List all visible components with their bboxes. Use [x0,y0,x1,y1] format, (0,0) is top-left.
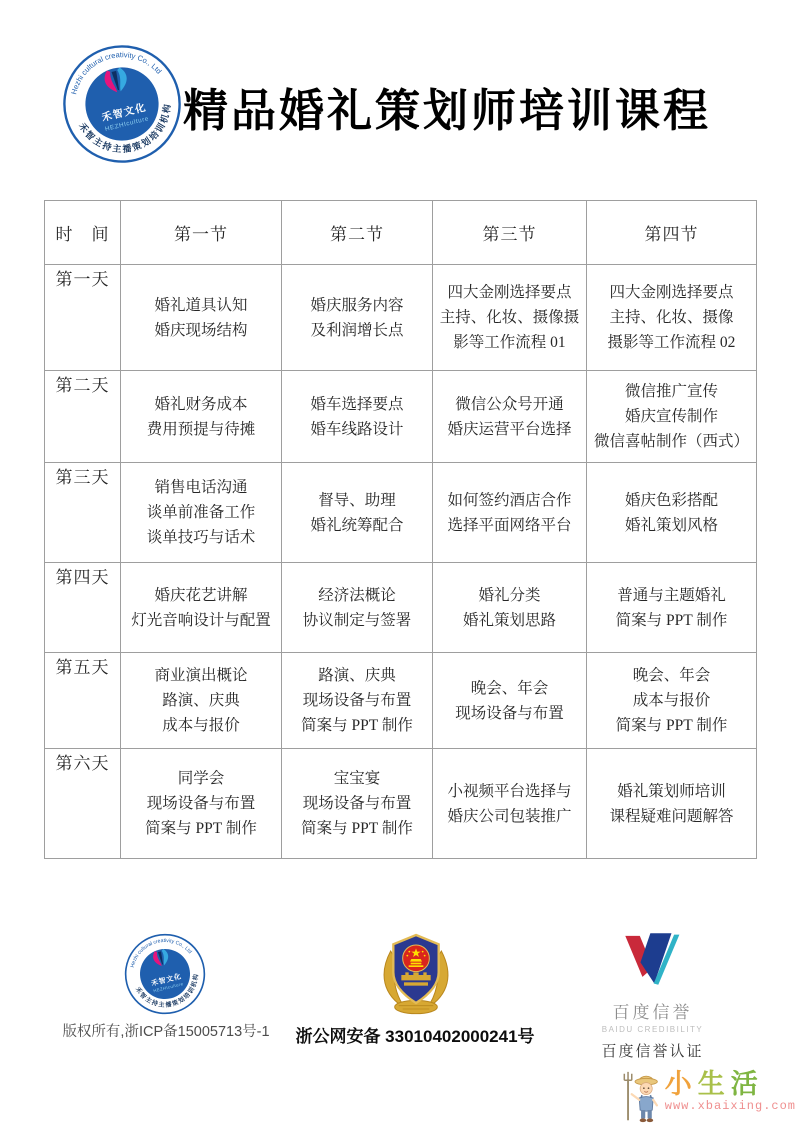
company-logo [49,31,194,176]
course-line: 协议制定与签署 [302,611,412,629]
day-label: 第五天 [45,653,121,749]
course-line: 简案与 PPT 制作 [301,820,413,837]
day-label: 第四天 [45,563,121,653]
day-label: 第六天 [45,749,121,859]
course-line: 主持、化妆、摄像 [609,309,734,326]
course-cell [587,463,757,563]
course-line: 成本与报价 [162,717,240,734]
course-cell [282,563,433,653]
table-row [45,563,757,653]
course-line: 婚庆色彩搭配 [624,491,718,509]
column-header-session3: 第三节 [433,201,587,265]
watermark-text [665,1070,796,1114]
course-cell [121,563,282,653]
course-line: 课程疑难问题解答 [609,807,734,825]
farmer-cartoon-icon [621,1070,663,1124]
course-line: 婚庆现场结构 [154,321,248,339]
course-cell [433,563,587,653]
course-line: 小视频平台选择与 [447,782,572,800]
course-line: 简案与 PPT 制作 [615,611,728,629]
course-cell [587,749,757,859]
course-line: 费用预提与待摊 [146,420,256,438]
site-watermark [621,1070,796,1124]
page-title: 精品婚礼策划师培训课程 [183,86,712,136]
course-line: 普通与主题婚礼 [617,586,726,604]
watermark-site-name [665,1070,796,1098]
course-cell [587,265,757,371]
course-line: 及利润增长点 [310,321,404,339]
course-line: 影等工作流程 01 [453,334,566,351]
course-line: 现场设备与布置 [146,795,256,812]
column-header-time: 时 间 [45,201,121,265]
column-header-session1: 第一节 [121,201,282,265]
course-cell [587,653,757,749]
police-badge-icon [376,922,456,1020]
baidu-name-en: BAIDU CREDIBILITY [601,1025,704,1034]
day-label: 第一天 [45,265,121,371]
course-cell [433,749,587,859]
course-line: 婚车线路设计 [310,420,404,438]
course-schedule-table [44,200,757,859]
table-row [45,653,757,749]
course-line: 晚会、年会 [470,679,549,697]
baidu-cert-text: 百度信誉认证 [601,1043,704,1060]
course-line: 同学会 [177,770,225,787]
day-label: 第二天 [45,371,121,463]
course-cell [121,463,282,563]
course-line: 路演、庆典 [318,667,396,684]
course-line: 婚礼财务成本 [154,395,248,413]
watermark-char: 生 [697,1069,731,1099]
course-cell [587,563,757,653]
course-line: 成本与报价 [632,692,711,709]
watermark-char: 小 [664,1069,698,1099]
course-line: 婚庆宣传制作 [624,408,718,425]
course-line: 四大金刚选择要点 [609,284,734,301]
baidu-credibility-block [580,928,725,1061]
course-line: 摄影等工作流程 02 [607,334,736,351]
table-row [45,749,757,859]
course-line: 婚礼策划师培训 [617,782,726,800]
course-line: 灯光音响设计与配置 [131,611,271,629]
course-cell [121,371,282,463]
course-line: 四大金刚选择要点 [447,284,572,301]
watermark-char: 活 [730,1069,764,1099]
course-cell [282,265,433,371]
course-line: 婚礼策划思路 [462,611,556,629]
course-cell [282,653,433,749]
course-cell [433,371,587,463]
column-header-session2: 第二节 [282,201,433,265]
course-line: 婚庆公司包装推广 [447,807,572,825]
course-line: 婚庆服务内容 [310,296,404,314]
course-line: 婚礼分类 [478,586,541,604]
table-row [45,463,757,563]
course-cell [282,463,433,563]
table-row [45,265,757,371]
course-line: 婚礼统筹配合 [310,516,404,534]
course-line: 督导、助理 [318,491,396,509]
course-cell [121,653,282,749]
column-header-session4: 第四节 [587,201,757,265]
course-line: 谈单前准备工作 [146,504,256,521]
course-line: 现场设备与布置 [455,704,564,722]
course-line: 婚庆花艺讲解 [154,586,248,604]
course-line: 宝宝宴 [333,770,381,787]
course-cell [433,463,587,563]
course-cell [121,265,282,371]
course-line: 简案与 PPT 制作 [301,717,413,734]
course-line: 简案与 PPT 制作 [615,717,728,734]
course-line: 现场设备与布置 [302,795,412,812]
course-cell [433,265,587,371]
course-line: 路演、庆典 [162,692,240,709]
course-line: 婚庆运营平台选择 [447,420,572,438]
police-filing-text: 浙公网安备 33010402000241号 [295,1027,535,1046]
day-label: 第三天 [45,463,121,563]
course-cell [587,371,757,463]
course-line: 现场设备与布置 [302,692,412,709]
course-line: 婚车选择要点 [310,395,404,413]
course-cell [282,749,433,859]
course-cell [282,371,433,463]
course-line: 微信公众号开通 [455,395,564,413]
course-line: 微信喜帖制作（西式） [593,433,749,450]
table-header-row [45,201,757,265]
course-cell [121,749,282,859]
course-line: 谈单技巧与话术 [146,529,256,546]
table-row [45,371,757,463]
course-line: 销售电话沟通 [154,479,248,496]
course-line: 选择平面网络平台 [447,516,572,534]
baidu-name-cn: 百度信誉 [612,1003,693,1022]
course-line: 如何签约酒店合作 [447,491,572,509]
course-line: 经济法概论 [318,586,396,604]
footer-company-logo [115,924,214,1023]
course-line: 简案与 PPT 制作 [145,820,257,837]
copyright-icp-text: 版权所有,浙ICP备15005713号-1 [62,1024,270,1040]
course-line: 商业演出概论 [154,667,248,684]
course-cell [433,653,587,749]
watermark-site-url: www.xbaixing.com [664,1099,796,1113]
baidu-credibility-icon [620,928,686,994]
course-line: 婚礼道具认知 [154,296,248,314]
course-line: 主持、化妆、摄像摄 [439,309,580,326]
course-line: 微信推广宣传 [624,383,718,400]
course-line: 晚会、年会 [632,667,711,684]
course-line: 婚礼策划风格 [624,516,718,534]
